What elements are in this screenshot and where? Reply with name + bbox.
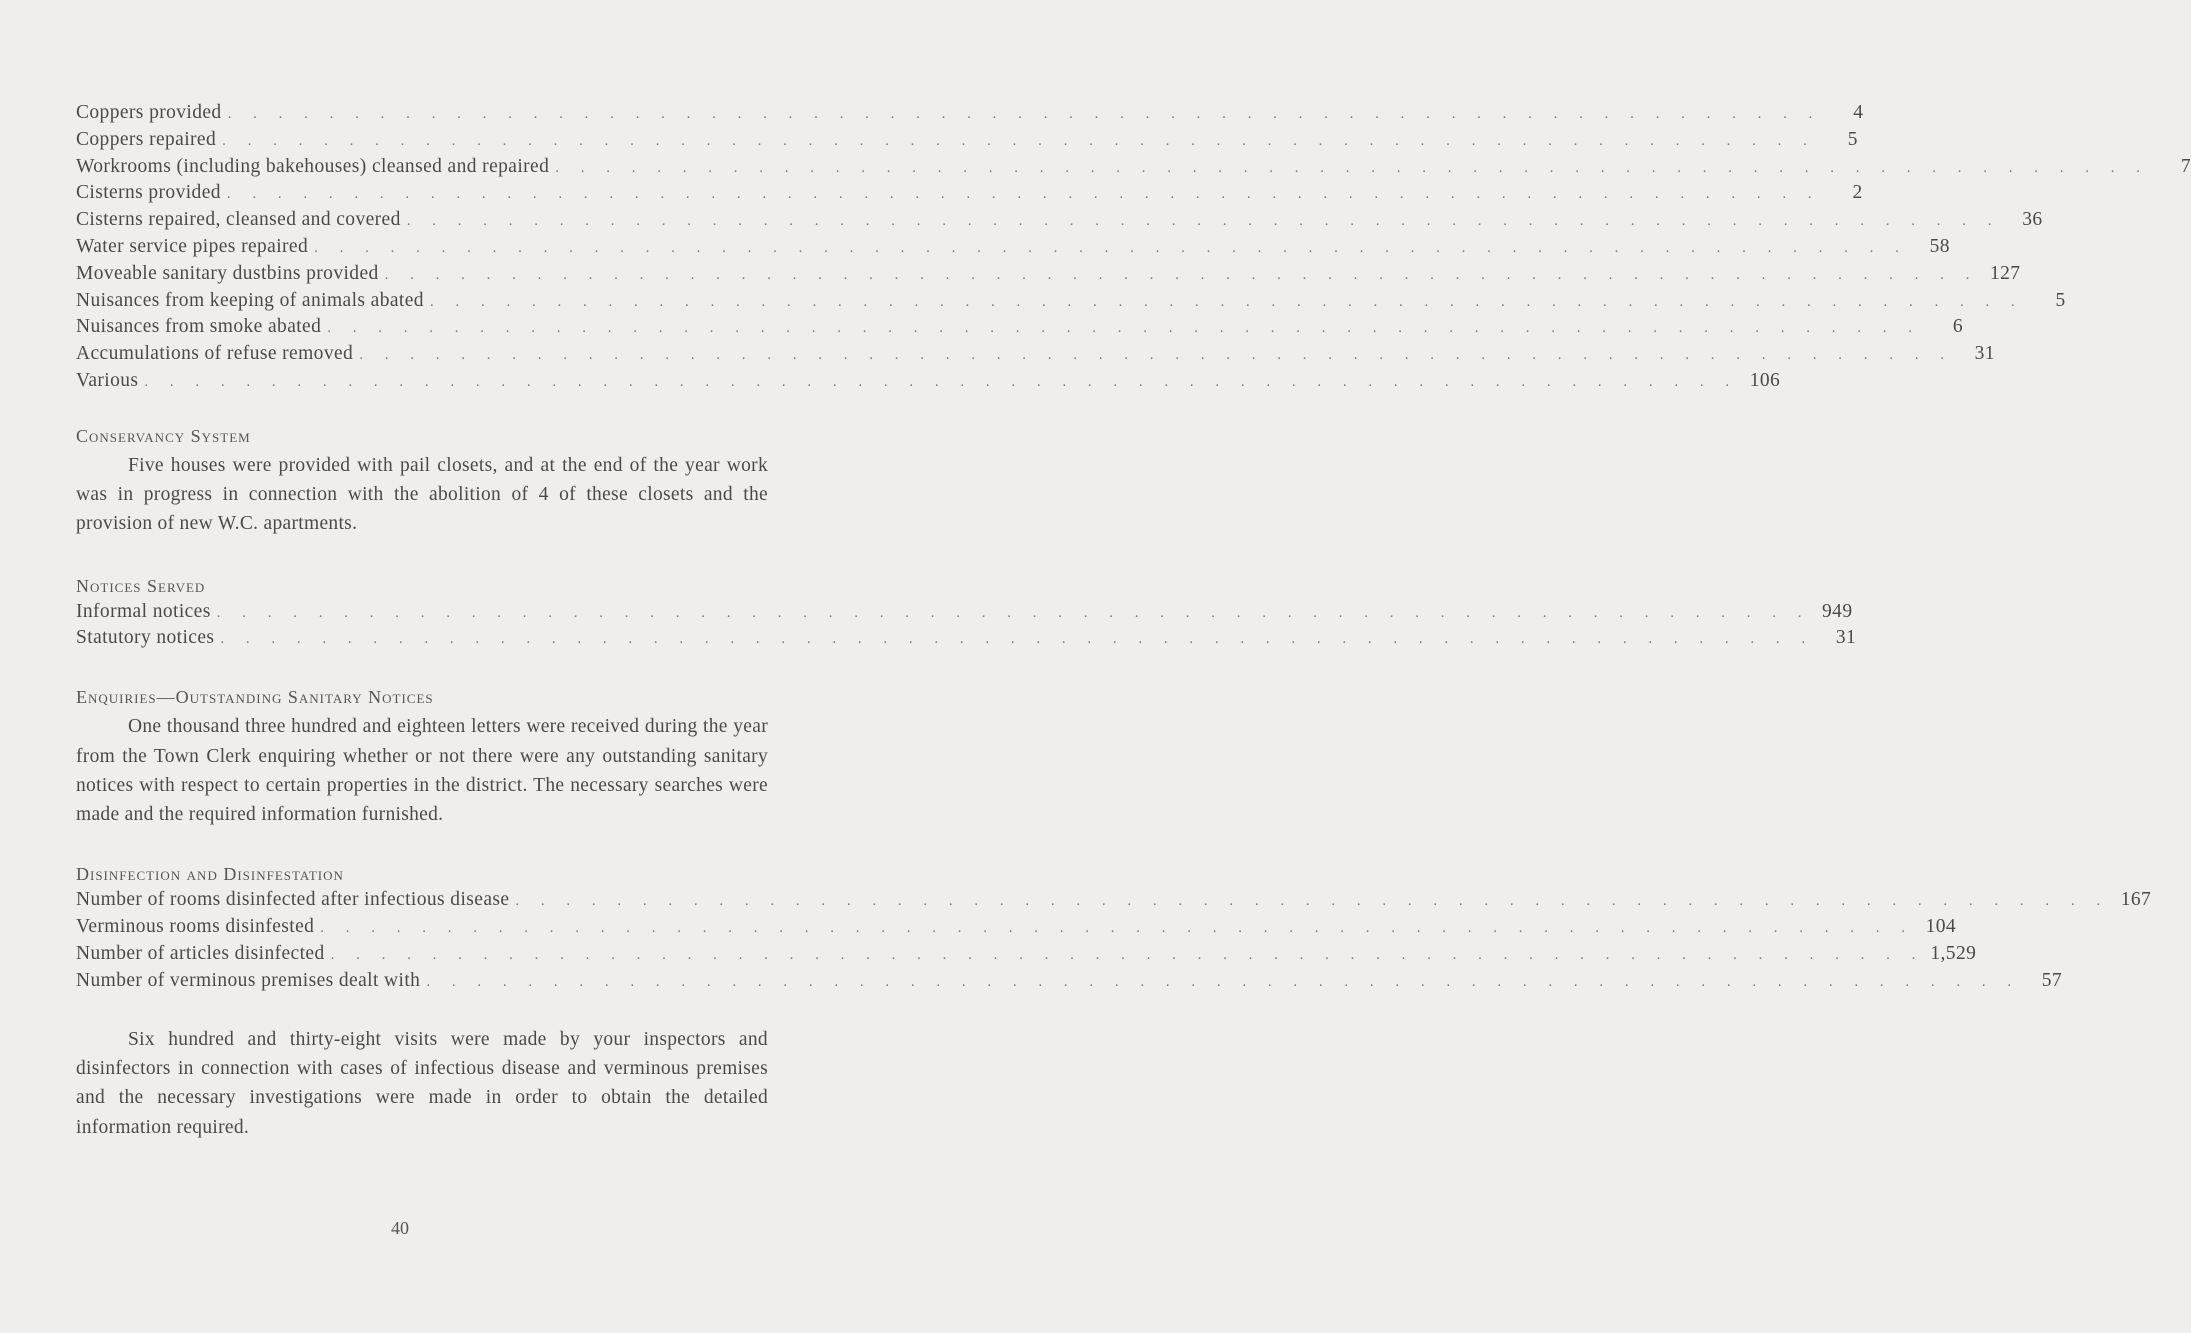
item-value: 31: [1835, 627, 1857, 649]
list-item: [76, 625, 1857, 652]
item-label: Coppers repaired: [76, 128, 217, 150]
list-item: [76, 127, 1858, 154]
item-label: Cisterns repaired, cleansed and covered: [76, 209, 401, 231]
item-label: Nuisances from smoke abated: [76, 316, 322, 338]
item-value: 7: [2180, 155, 2191, 177]
dot-leader: . . . . . . . . . . . . . . . . . . . . . . . . . . . . . . . . . . . . . . . . . . . . . . . . . . . . . . . . . . . . . . .: [384, 266, 1979, 283]
item-value: 31: [1974, 343, 1995, 365]
page-content: [76, 100, 2191, 1142]
item-label: Workrooms (including bakehouses) cleansed and repaired: [76, 155, 550, 177]
item-label: Informal notices: [76, 600, 211, 622]
dot-leader: . . . . . . . . . . . . . . . . . . . . . . . . . . . . . . . . . . . . . . . . . . . . . . . . . . . . . . . . . . . . . . .: [226, 186, 1821, 203]
dot-leader: . . . . . . . . . . . . . . . . . . . . . . . . . . . . . . . . . . . . . . . . . . . . . . . . . . . . . . . . . . . . . . .: [406, 213, 2001, 230]
item-value: 2: [1852, 182, 1863, 204]
dot-leader: . . . . . . . . . . . . . . . . . . . . . . . . . . . . . . . . . . . . . . . . . . . . . . . . . . . . . . . . . . . . . . .: [144, 373, 1739, 390]
list-item: [76, 180, 1863, 207]
item-value: 167: [2120, 889, 2152, 911]
item-value: 1,529: [1930, 943, 1977, 965]
item-label: Accumulations of refuse removed: [76, 343, 354, 365]
dot-leader: . . . . . . . . . . . . . . . . . . . . . . . . . . . . . . . . . . . . . . . . . . . . . . . . . . . . . . . . . . . . . . .: [222, 132, 1816, 149]
item-label: Water service pipes repaired: [76, 235, 309, 257]
dot-leader: . . . . . . . . . . . . . . . . . . . . . . . . . . . . . . . . . . . . . . . . . . . . . . . . . . . . . . . . . . . . . . .: [555, 159, 2150, 176]
list-item: [76, 887, 2152, 914]
item-label: Number of articles disinfected: [76, 943, 325, 965]
enquiries-paragraph: One thousand three hundred and eighteen letters were received during the year from the Town Clerk enquiring whether or not there were any outstanding sanitary notices with respect to certain properties in the district. The necessary searches were made and the required information furnished.: [76, 716, 768, 826]
list-item: [76, 207, 2043, 234]
dot-leader: . . . . . . . . . . . . . . . . . . . . . . . . . . . . . . . . . . . . . . . . . . . . . . . . . . . . . . . . . . . . . . .: [515, 893, 2110, 910]
item-value: 5: [2055, 289, 2066, 311]
dot-leader: . . . . . . . . . . . . . . . . . . . . . . . . . . . . . . . . . . . . . . . . . . . . . . . . . . . . . . . . . . . . . . .: [227, 106, 1822, 122]
list-item: [76, 599, 1853, 626]
item-value: 6: [1952, 316, 1964, 338]
dot-leader: . . . . . . . . . . . . . . . . . . . . . . . . . . . . . . . . . . . . . . . . . . . . . . . . . . . . . . . . . . . . . . .: [426, 973, 2021, 990]
list-item: [76, 968, 2063, 995]
dot-leader: . . . . . . . . . . . . . . . . . . . . . . . . . . . . . . . . . . . . . . . . . . . . . . . . . . . . . . . . . . . . . . .: [327, 320, 1922, 337]
dot-leader: . . . . . . . . . . . . . . . . . . . . . . . . . . . . . . . . . . . . . . . . . . . . . . . . . . . . . . . . . . . . . . .: [429, 293, 2024, 310]
list-item: [76, 100, 1864, 127]
conservancy-paragraph: Five houses were provided with pail closets, and at the end of the year work was in progress in connection with the abolition of 4 of these closets and the provision of new W.C. apartments.: [76, 454, 768, 535]
dot-leader: . . . . . . . . . . . . . . . . . . . . . . . . . . . . . . . . . . . . . . . . . . . . . . . . . . . . . . . . . . . . . . .: [359, 347, 1953, 364]
list-item: [76, 154, 2191, 181]
list-item: [76, 261, 2021, 288]
list-item: [76, 341, 1995, 368]
list-item: [76, 368, 1781, 395]
page-number: 40: [391, 1218, 409, 1238]
item-value: 106: [1749, 369, 1781, 391]
notices-list: [76, 599, 1857, 653]
disinfection-paragraph: Six hundred and thirty-eight visits were made by your inspectors and disinfectors in connection with cases of infectious disease and verminous premises and the necessary investigations were made in order to obtain the detailed information required.: [76, 1028, 768, 1138]
list-item: [76, 288, 2066, 315]
list-item: [76, 314, 1964, 341]
item-label: Coppers provided: [76, 102, 222, 123]
dot-leader: . . . . . . . . . . . . . . . . . . . . . . . . . . . . . . . . . . . . . . . . . . . . . . . . . . . . . . . . . . . . . . .: [314, 239, 1908, 256]
dot-leader: . . . . . . . . . . . . . . . . . . . . . . . . . . . . . . . . . . . . . . . . . . . . . . . . . . . . . . . . . . . . . . .: [216, 604, 1811, 621]
item-label: Number of verminous premises dealt with: [76, 969, 421, 991]
list-item: [76, 234, 1950, 261]
item-label: Cisterns provided: [76, 182, 221, 204]
item-value: 5: [1847, 128, 1858, 150]
item-label: Nuisances from keeping of animals abated: [76, 289, 424, 311]
item-value: 36: [2022, 209, 2043, 231]
dot-leader: . . . . . . . . . . . . . . . . . . . . . . . . . . . . . . . . . . . . . . . . . . . . . . . . . . . . . . . . . . . . . . .: [220, 631, 1815, 648]
item-value: 949: [1822, 600, 1853, 622]
item-value: 58: [1929, 235, 1950, 257]
dot-leader: . . . . . . . . . . . . . . . . . . . . . . . . . . . . . . . . . . . . . . . . . . . . . . . . . . . . . . . . . . . . . . .: [330, 947, 1925, 964]
sanitary-items-list: [76, 100, 2191, 395]
disinfection-heading: Disinfection and Disinfestation: [76, 864, 344, 885]
item-label: Various: [76, 369, 139, 391]
conservancy-heading: Conservancy System: [76, 425, 251, 446]
item-value: 104: [1925, 916, 1957, 938]
dot-leader: . . . . . . . . . . . . . . . . . . . . . . . . . . . . . . . . . . . . . . . . . . . . . . . . . . . . . . . . . . . . . . .: [320, 920, 1915, 937]
disinfection-list: [76, 887, 2152, 994]
list-item: [76, 941, 1977, 968]
item-label: Moveable sanitary dustbins provided: [76, 262, 379, 284]
enquiries-heading: Enquiries—Outstanding Sanitary Notices: [76, 687, 434, 708]
item-label: Statutory notices: [76, 627, 215, 649]
item-value: 4: [1853, 102, 1864, 123]
item-label: Verminous rooms disinfested: [76, 916, 315, 938]
list-item: [76, 914, 1957, 941]
item-label: Number of rooms disinfected after infectious disease: [76, 889, 510, 911]
notices-heading: Notices Served: [76, 575, 206, 596]
item-value: 127: [1989, 262, 2021, 284]
item-value: 57: [2041, 969, 2063, 991]
